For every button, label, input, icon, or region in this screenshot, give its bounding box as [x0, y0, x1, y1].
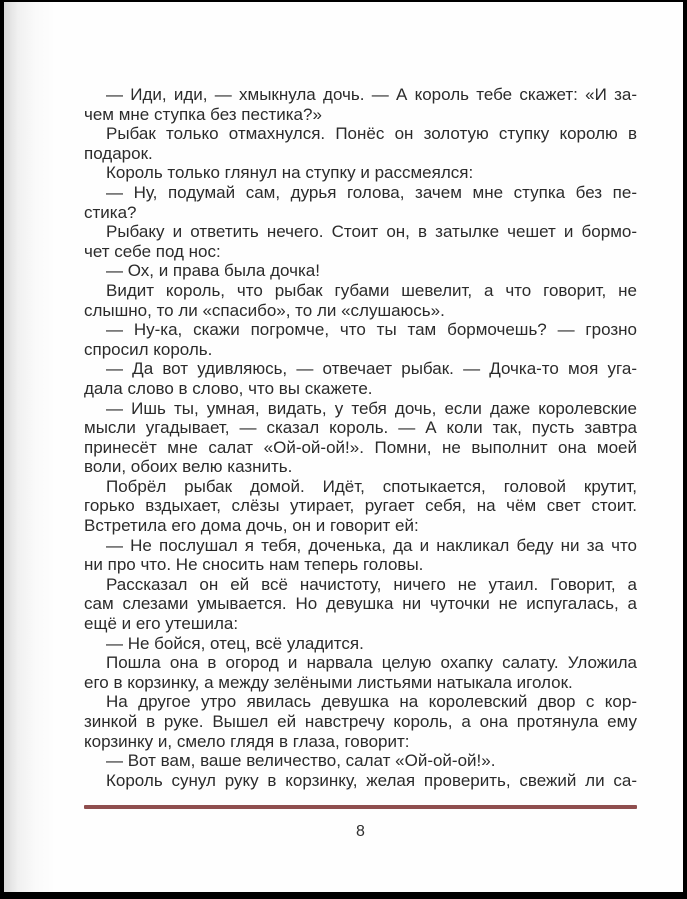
text-line: горько вздыхает, слёзы утирает, ругает себя, на чём свет стоит. [84, 496, 637, 516]
text-line: зинкой в руке. Вышел ей навстречу король, а она протянула ему [84, 712, 637, 731]
text-line: Рыбак только отмахнулся. Понёс он золотую ступку королю в [106, 124, 637, 144]
text-line: Встретила его дома дочь, он и говорит ей: [84, 516, 419, 536]
text-line: Рассказал он ей всё начистоту, ничего не утаил. Говорит, а [106, 574, 637, 594]
text-line: Пошла она в огород и нарвала целую охапку салату. Уложила [106, 653, 637, 673]
text-line: — Ох, и права была дочка! [106, 261, 320, 281]
text-line: — Ну, подумай сам, дурья голова, зачем мне ступка без пе- [106, 182, 637, 202]
text-line: Рыбаку и ответить нечего. Стоит он, в затылке чешет и бормо- [106, 222, 637, 242]
text-line: — Ишь ты, умная, видать, у тебя дочь, если даже королевские [106, 398, 637, 418]
gutter-shadow [4, 2, 56, 892]
text-line: — Не послушал я тебя, доченька, да и накликал беду ни за что [106, 535, 637, 555]
text-line: мысли угадывает, — сказал король. — А коли так, пусть завтра [84, 418, 637, 438]
text-line: корзинку и, смело глядя в глаза, говорит: [84, 731, 410, 751]
text-line: подарок. [84, 143, 153, 163]
text-line: — Не бойся, отец, всё уладится. [106, 633, 364, 653]
text-line: слышно, то ли «спасибо», то ли «слушаюсь». [84, 300, 445, 320]
text-line: ещё и его утешила: [84, 614, 239, 634]
text-line: спросил король. [84, 339, 213, 359]
text-line: Король сунул руку в корзинку, желая проверить, свежий ли са- [106, 770, 637, 790]
text-line: На другое утро явилась девушка на королевский двор с кор- [106, 692, 637, 712]
footer-rule [84, 805, 637, 809]
text-line: чем мне ступка без пестика?» [84, 104, 322, 124]
text-line: дала слово в слово, что вы скажете. [84, 378, 373, 398]
text-line: чет себе под нос: [84, 241, 221, 261]
text-line: — Ну-ка, скажи погромче, что ты там бормочешь? — грозно [106, 320, 637, 340]
text-line: — Иди, иди, — хмыкнула дочь. — А король тебе скажет: «И за- [106, 85, 637, 104]
page-number: 8 [356, 823, 365, 841]
text-line: Побрёл рыбак домой. Идёт, спотыкается, головой крутит, [106, 476, 637, 496]
text-line: воли, обоих велю казнить. [84, 457, 293, 477]
text-line: — Вот вам, ваше величество, салат «Ой-ой-ой!». [106, 751, 496, 771]
text-line: — Да вот удивляюсь, — отвечает рыбак. — Дочка-то моя уга- [106, 359, 637, 379]
text-line: Видит король, что рыбак губами шевелит, а что говорит, не [106, 280, 637, 300]
text-line: Король только глянул на ступку и рассмеялся: [106, 163, 474, 183]
page-text [84, 85, 637, 841]
text-line: сам слезами умывается. Но девушка ни чуточки не испугалась, а [84, 594, 637, 614]
text-line: ни про что. Не сносить нам теперь головы. [84, 555, 424, 575]
text-line: стика? [84, 202, 137, 222]
text-line: его в корзинку, а между зелёными листьями натыкала иголок. [84, 672, 573, 692]
text-line: принесёт мне салат «Ой-ой-ой!». Помни, не выполнит она моей [84, 437, 637, 457]
